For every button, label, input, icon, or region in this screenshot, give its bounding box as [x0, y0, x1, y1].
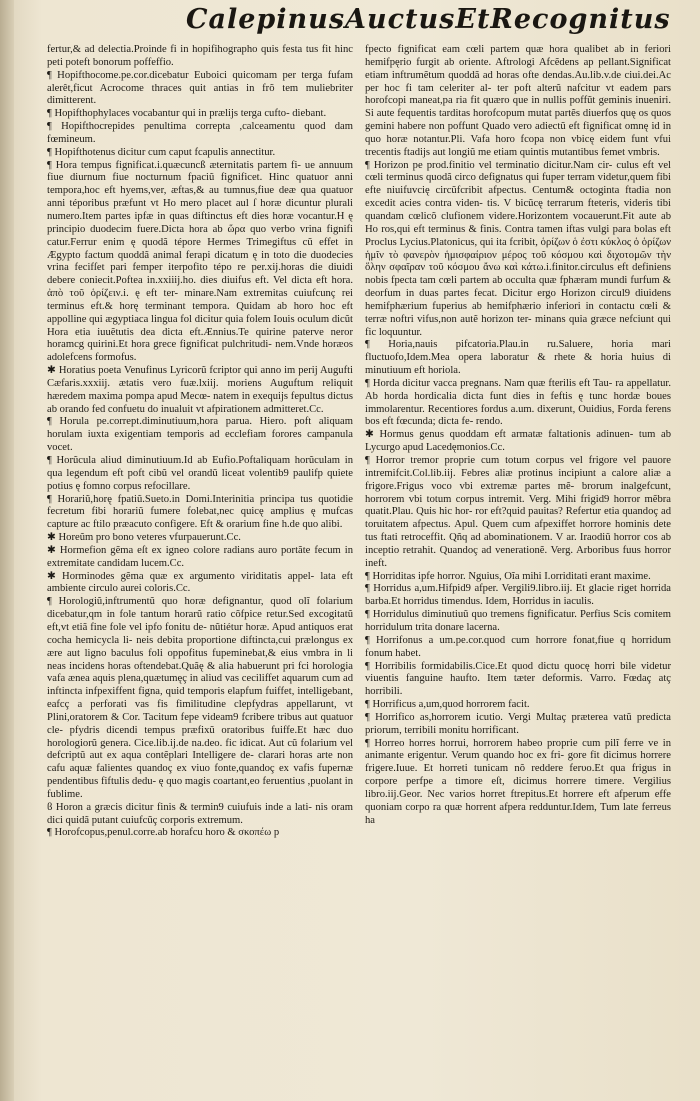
header-word: Calepinus	[186, 4, 346, 35]
entry: ¶ Horridulus diminutiuũ quo tremens fignificatur. Perfius Scis comitem horridulum trita donare lacerna.	[365, 609, 671, 633]
entry: ¶ Horariũ,horę fpatiũ.Sueto.in Domi.Interinitia principa tus quotidie fecretum fibi horariũ fumere folebat,nec quicę amplius ę mufcas capture ac ftilo præacuto configere. Eft & orarium fine h.de quo alibi.	[47, 493, 353, 531]
entry: ¶ Hopifthophylaces vocabantur qui in prælijs terga cufto- diebant.	[47, 108, 327, 120]
header-word: Recognitus	[490, 4, 671, 35]
entry: ✱ Hormus genus quoddam eft armatæ faltationis adinuen- tum ab Lycurgo apud Lacedęmonios.Cc.	[365, 429, 671, 454]
entry: ¶ Hopifthocrepides penultima correpta ,calceamentu quod dam fœmineum.	[47, 121, 353, 145]
entry: ✱ Horminodes gẽma quæ ex argumento viriditatis appel- lata eft ambiente circulo aurei coloris.Cc.	[47, 570, 353, 595]
entry: ¶ Horizon pe prod.finitio vel terminatio dicitur.Nam cir- culus eft vel cœli terminus quodã circo defignatus qui fuper terram videtur,quem fibi efte niuifuvcię circũfcribit afpectus. Centum& octoginta ftadia non excedit acies contra viden- tis. V bicũcę terrarum fteteris, videris tibi quandam cœlicõ clufionem videre.Horizontem vocauerunt.Fit aute ab Ho ros,qui eft terminus & finis. Contra tamen iftas vulgi para bolas eft Proclus Lycius.Platonicus, qui ita fcribit, ὁρίζων ὁ ἐστι κύκλος ὁ ὁρίζων ἡμῖν τὸ φανερὸν ἡμισφαίριον μέρος τοῦ κόσμου καὶ διχοτομῶν τὴν ὅλην σφαῖραν τοῦ κόσμου ἄνω καὶ κάτω.i.finitor.circulus eft definiens nobis fpecta tam cœli partem ab occulta quæ fphæram mundi furfum & deorfum in duas partes fecat. Dicitur ergo Horizon circul9 diuidens hemifphærium fuperius ab hemifphærio inferiori in contactu cœli & terræ noftri vifus,non autẽ horizon ter- minans quia græce nefciunt qui fic loquuntur.	[365, 159, 671, 338]
header-word: Et	[455, 4, 491, 35]
entry: ϐ Horon a græcis dicitur finis & termin9 cuiufuis inde a lati- nis oram dici quidã putant cuiufcũç corporis extremum.	[47, 801, 353, 826]
running-header	[186, 4, 671, 35]
entry: ¶ Horrificus a,um,quod horrorem facit.	[365, 699, 530, 711]
entry: ¶ Hopifthotenus dicitur cum caput fcapulis annectitur.	[47, 146, 276, 158]
left-column	[47, 44, 353, 1092]
entry: ¶ Hopifthocome.pe.cor.dicebatur Euboici quicomam per terga fufam alerêt,ficut Acrocome thraces quit antias in frõ tem muliebriter dimitterent.	[47, 69, 353, 107]
entry: fpecto fignificat eam cœli partem quæ hora qualibet ab in feriori hemifpęrio furgit ab oriente. Aftrologi Afcẽdens ap pellant.Significat etiam inftrumẽtum quoddã ad horas ofte dendas.Au.lib.v.de ciui.dei.Ac per hoc fi tam celeriter al- ter poft alterũ nafcitur vt eadem pars horofcopi maneat,pa ria fit quæro que in nullis poffũt geminis inueniri. Si aute fequentis tarditas horofcopum mutat partẽs diuerfos quę os quos gemini habere non poffunt Quado vero adiectũ eft fignificat omnę id in quo horæ notantur.Pli. Vafa horo fcopa non vbicę eidem funt vfui trecentis ftadijs aut longiũ me etiam quintis mutantibus femet vmbris.	[365, 44, 671, 158]
entry: ¶ Horofcopus,penul.corre.ab horafcu horo & σκοπέω p	[47, 827, 280, 839]
entry: ✱ Horatius poeta Venufinus Lyricorũ fcriptor qui anno im perij Augufti Cæfaris.xxxiij. ætatis vero fuæ.lxiij. moriens Auguftum reliquit hæredem maxima pompa apud Mecœ- natem in exequijs fepultus dictus ab orando fed confuetu do inualuit vt afpirationem admitteret.Cc.	[47, 365, 353, 415]
entry: ✱ Hormefion gẽma eſt ex igneo colore radians auro portãte fecum in extremitate candidam lucem.Cc.	[47, 544, 353, 569]
entry: ¶ Horribilis formidabilis.Cice.Et quod dictu quocę horri bile videtur viuentis fanguine haufto. Item tæter deformis. Varro. Fœdaç atç horribili.	[365, 660, 671, 698]
entry: ¶ Horror tremor proprie cum totum corpus vel frigore vel pauore intremifcit.Col.lib.iij. Febres aliæ protinus incipiunt a calore aliæ a frigore.Frigus voco vbi extremæ partes mẽ- brorum inalgefcunt, horrorem vbi totum corpus intremit. Verg. Mihi frigid9 horror mẽbra quatit.Plau. Quis hic hor- ror eft?quid pauitas? Refertur etia quandoç ad toruitatem afpectus. Apul. Quem cum afpexiffet horrore hominis dete tus ftati retroceffit. Qñq ad abominationem. V ar. Iraodiũ horror cos ab inceptio retrahit. Quandoç ad venerationẽ. Verg. Arboribus fuus horror ineft.	[365, 455, 671, 569]
entry: ¶ Horridus a,um.Hifpid9 afper. Vergili9.libro.iij. Et glacie riget horrida barba.Et horridus timendus. Idem, Horridus in iaculis.	[365, 583, 671, 608]
entry: ¶ Hora tempus fignificat.i.quæcuncß æternitatis partem fi- ue annuum fiue diurnum fiue nocturnum fpaciũ fignificet. Hinc quatuor anni tempora,hoc eft hyems,ver, æftas,& au tumnus,fiue deæ qua quatuor anni téporibus præfunt vt Ho mero placet aul ſ horæ dicuntur plurali numero.Item partes ipfæ in quas diftinctus eft dies horæ vocantur.H ę principio duodecim fuere.Dicta hora ab ὥρα quo verbo vrina fignifi catur.Ferrur enim ę quodã tépore Hermes Trimegiftus cũ effet in Ægypto factum quoddã animal ferapi dicatum ę in toto die duodecies vrina fecifſet pari femper iterpofito tépo re per.xij.horas die diuidi debere coniecit.Poftea in.xxiiij.ho. dies diuifus eft. Vel dicta eft hora. ἀπὸ τοῦ ὁρίζειν.i. ę eft ter- minare.Nam extremitas cuiufcunç rei terminus eft.& horę terminant tempora. Quidam ab horo hoc eft appolline qui ægyptiaca lingua fol dicitur quia folem Iouis oculum dicũt Hora etia iuuẽtutis dea dicta eft.Ænnius.Te quirine paterve neror horamcg quirini.Et hora grece fignificat pulchritudi- nem.Vnde horæos adolefcens formofus.	[47, 159, 353, 364]
entry: ¶ Horreo horres horrui, horrorem habeo proprie cum pilĩ ferre ve in animante erigentur. Verum quando hoc ex fri- gore fit dicimus horrere frigere.Iuue. Et horreti tunicam nõ reddere ferυo.Et qua frigus in corpore perfpe a timore eſt, dicimus horrere timere. Vergilius libro.iij.Geor. Nec varios horret ftrepitus.Et horrere eft afperum effe quoniam corpo ra quæ horrent afpera redduntur.Idem, Tum late ferreus ha	[365, 737, 671, 826]
entry: ¶ Horriditas ipfe horror. Nguius, Oĩa mihi I.orriditati erant maxime.	[365, 570, 651, 582]
entry: ✱ Horeũm pro bono veteres vfurpauerunt.Cc.	[47, 532, 241, 544]
entry: ¶ Horula pe.corrept.diminutiuum,hora parua. Hiero. poft aliquam horulam iuxta exigentiam temporis ad ecclefiam forores campanula vocet.	[47, 416, 353, 454]
header-word: Auctus	[345, 4, 456, 35]
entry: ¶ Horia,nauis pifcatoria.Plau.in ru.Saluere, horia mari fluctuofo,Idem.Mea opera laboratur & rhete & horia huius di minutiuum eft horiola.	[365, 339, 671, 377]
entry: ¶ Horrifico as,horrorem icutio. Vergi Multaç præterea vatũ predicta priorum, terribili monitu horrificant.	[365, 711, 671, 736]
entry: ¶ Horologiũ,inftrumentũ quo horæ defignantur, quod olĩ folarium dicebatur,qm in fole tantum horarũ ratio cõfpice retur.Sed excogitatũ eft,vt etiã fine fole vel ipfo fonitu de- nũtiétur horæ. Apud antiquos erat cocha hemicycla li- neis debita proportione diftincta,cui prælongus ex ære aut ligno baculus foli oppofitus fupeminebat,& eius vmbra in li neas incidens horas oftendebat.Quãę & alia habuerunt pri fci horologia vafa ænea aquis plena,quætumęç in aliud vas ceciliffet aquarum cum ad inftincta infpexiffent figna, quid temporis elapfum fuiffet, intelligebant, eafcç a perforati vas fis fimilitudine clepfydras appellarunt, vt Plini,oratorem & Cor. Tacitum fepe videam9 fcribere tribus aut quatuor cle- pfydris dicendi tempus præfixũ oratoribus fuiffe.Et hæc duo horologiorũ genera. Cice.lib.ij.de na.deo. fic idicat. Aut cũ folarium vel defcriptũ aut ex aqua contẽplari Intelligere de- clarari horas arte non cafu aquæ falientes quandoç ex viuo fonte,quandoç ex vafis fupernæ pendentibus fiftulis dedu- ę quo magis coartant,eo feruentius ,puolant in fublime.	[47, 596, 353, 800]
entry: fertur,& ad delectia.Proinde fi in hopifihographo quis festa tus fit hinc peti poteft bonorum poffeffio.	[47, 44, 353, 68]
right-column	[365, 44, 671, 1092]
page-gutter	[0, 0, 14, 1101]
entry: ¶ Horda dicitur vacca pregnans. Nam quæ fterilis eft Tau- ra appellatur. Ab horda hordicalia dicta funt dies in feftis ę tunc hordæ boues immolarentur. Recentiores fordus a.um. dixerunt, Ouidius, Forda ferens bos eft fœcunda; dicta fe- rendo.	[365, 377, 671, 428]
entry: ¶ Horũcula aliud diminutiuum.Id ab Eufio.Poftaliquam horũculam in qua legendum eft poft cibũ vel orandũ liceat volentib9 paulifp quiete potius ę fomno corpus refocillare.	[47, 455, 353, 492]
entry: ¶ Horrifonus a um.pe.cor.quod cum horrore fonat,fiue q horridum fonum habet.	[365, 634, 671, 659]
